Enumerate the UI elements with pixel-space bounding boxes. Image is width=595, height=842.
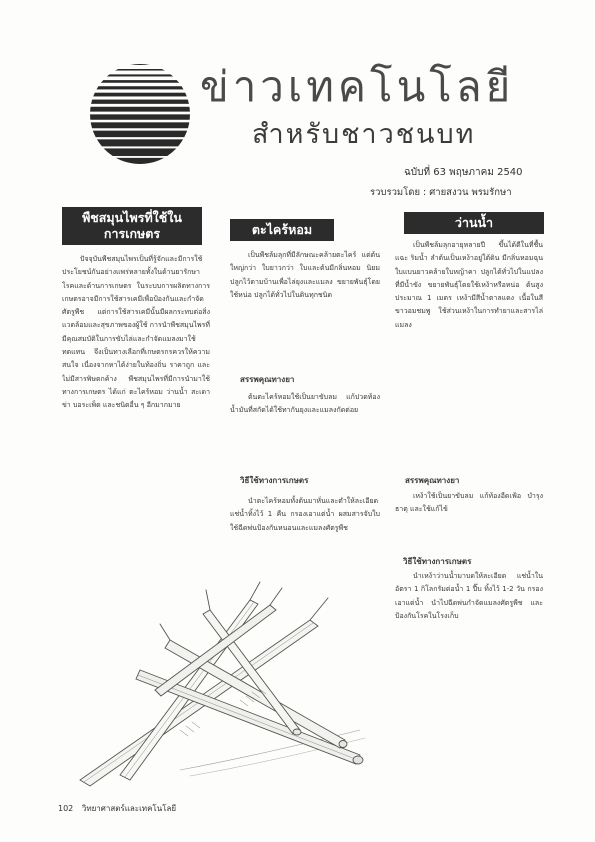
column-2-use-text: นำตะไคร้หอมทั้งต้นมาหั่นและตำให้ละเอียด แช่น้ำทิ้งไว้ 1 คืน กรองเอาแต่น้ำ ผสมสารจับใบ ใช้ฉีดพ่นป้องกันหนอนและแมลงศัตรูพืช [230, 497, 380, 532]
column-2-use-heading: วิธีใช้ทางการเกษตร [240, 476, 309, 485]
page-title: ข่าวเทคโนโลยี [200, 62, 515, 111]
column-3-heading: ว่านน้ำ [404, 212, 544, 234]
publication-name: วิทยาศาสตร์และเทคโนโลยี [81, 804, 177, 813]
striped-logo-disc [88, 62, 192, 166]
column-1-heading: พืชสมุนไพรที่ใช้ในการเกษตร [62, 207, 202, 245]
page-subtitle: สำหรับชาวชนบท [252, 119, 476, 150]
column-2-heading: ตะไคร้หอม [230, 219, 334, 241]
page-number: 102 [58, 804, 74, 813]
column-3-use-heading: วิธีใช้ทางการเกษตร [403, 557, 472, 566]
editors-line: รวบรวมโดย : ศายสงวน พรมรักษา [370, 187, 512, 198]
issue-line: ฉบับที่ 63 พฤษภาคม 2540 [404, 167, 523, 178]
column-3-props-heading: สรรพคุณทางยา [405, 476, 460, 485]
column-3-intro: เป็นพืชล้มลุกอายุหลายปี ขึ้นได้ดีในที่ชื้นแฉะ ริมน้ำ ลำต้นเป็นเหง้าอยู่ใต้ดิน มีกลิ่นหอมฉุน ใบแบนยาวคล้ายใบหญ้าคา ปลูกได้ทั่วไปในแปลงที่มีน้ำขัง ขยายพันธุ์โดยใช้เหง้าหรือหน่อ ต้นสูงประมาณ 1 เมตร เหง้ามีสีน้ำตาลแดง เนื้อในสีขาวอมชมพู ใช้ส่วนเหง้าในการทำยาและสารไล่แมลง [395, 241, 543, 329]
column-2-intro: เป็นพืชล้มลุกที่มีลักษณะคล้ายตะไคร้ แต่ต้นใหญ่กว่า ใบยาวกว่า ใบและต้นมีกลิ่นหอม นิยมปลูกไว้ตามบ้านเพื่อไล่ยุงและแมลง ขยายพันธุ์โดยใช้หน่อ ปลูกได้ทั่วไปในดินทุกชนิด [230, 251, 380, 299]
column-3-use-text: นำเหง้าว่านน้ำมาบดให้ละเอียด แช่น้ำในอัตรา 1 กิโลกรัมต่อน้ำ 1 ปี๊บ ทิ้งไว้ 1-2 วัน กรองเอาแต่น้ำ นำไปฉีดพ่นกำจัดแมลงศัตรูพืช และป้องกันโรคในโรงเก็บ [395, 572, 543, 620]
lemongrass-illustration [60, 580, 380, 790]
column-2-props-text: ต้นตะไคร้หอมใช้เป็นยาขับลม แก้ปวดท้อง น้ำมันที่สกัดได้ใช้ทากันยุงและแมลงกัดต่อย [230, 393, 380, 415]
column-3-props-text: เหง้าใช้เป็นยาขับลม แก้ท้องอืดเฟ้อ บำรุงธาตุ และใช้แก้ไข้ [395, 492, 543, 514]
column-1-paragraph: ปัจจุบันพืชสมุนไพรเป็นที่รู้จักและมีการใช้ประโยชน์กันอย่างแพร่หลายทั้งในด้านยารักษาโรคและด้านการเกษตร ในระบบการผลิตทางการเกษตรอาจมีการใช้สารเคมีเพื่อป้องกันและกำจัดศัตรูพืช แต่การใช้สารเคมีนั้นมีผลกระทบต่อสิ่งแวดล้อมและสุขภาพของผู้ใช้ การนำพืชสมุนไพรที่มีคุณสมบัติในการขับไล่และกำจัดแมลงมาใช้ทดแทน จึงเป็นทางเลือกที่เกษตรกรควรให้ความสนใจ เนื่องจากหาได้ง่ายในท้องถิ่น ราคาถูก และไม่มีสารพิษตกค้าง พืชสมุนไพรที่มีการนำมาใช้ทางการเกษตร ได้แก่ ตะไคร้หอม ว่านน้ำ สะเดา ข่า บอระเพ็ด และชนิดอื่น ๆ อีกมากมาย [62, 255, 210, 410]
column-2-props-heading: สรรพคุณทางยา [240, 375, 295, 384]
page-footer [58, 802, 176, 815]
